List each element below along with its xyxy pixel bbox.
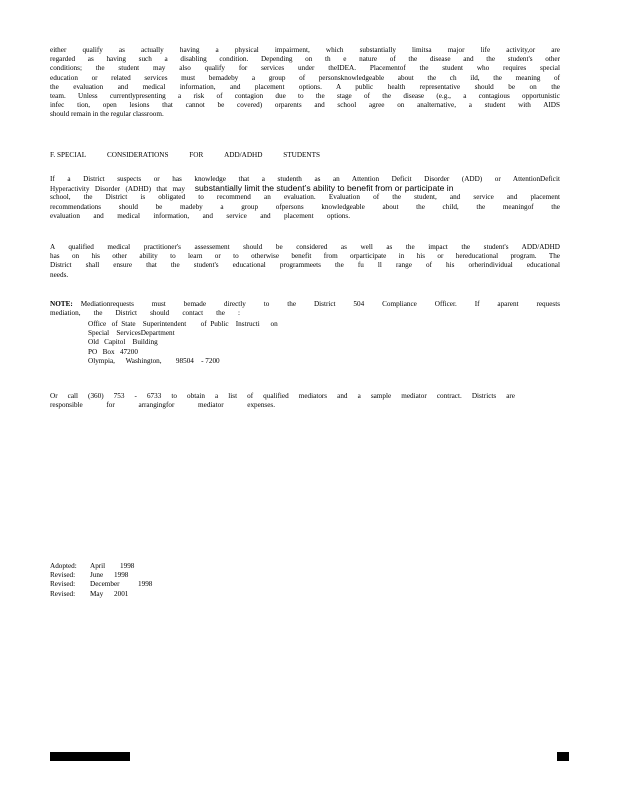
add-adhd-paragraph xyxy=(50,175,560,221)
heading-word: ADD/ADHD xyxy=(224,151,263,159)
text-line-large: substantially limit the student’s ability to benefit from or participate in xyxy=(194,183,454,194)
note-text: Mediationrequests must bemade directly to the District 504 Compliance Officer. If aparent requests xyxy=(80,300,560,308)
heading-word: CONSIDERATIONS xyxy=(106,151,169,159)
heading-word: FOR xyxy=(189,151,204,159)
footer-bar-left xyxy=(50,752,130,761)
text-line: school, the District is obligated to recommend an evaluation. Evaluation of the student, and service and placement xyxy=(50,193,560,202)
address-line: Old Capitol Building xyxy=(88,338,158,347)
aids-paragraph xyxy=(50,46,560,120)
text-line: needs. xyxy=(50,270,69,279)
text-line-start: Hyperactivity Disorder (ADHD) that may xyxy=(50,185,185,194)
address-line: PO Box 47200 xyxy=(88,347,138,356)
history-month: May xyxy=(90,589,104,598)
history-year: 2001 xyxy=(114,589,129,598)
text-line: responsible for arrangingfor mediator expenses. xyxy=(50,401,275,410)
text-line: the evaluation and medical information, and placement options. A public health representative should be on the xyxy=(50,82,560,91)
heading-word: STUDENTS xyxy=(283,151,320,159)
history-year: 1998 xyxy=(138,580,153,589)
text-line: recommendations should be madeby a group ofpersons knowledgeable about the child, the meaningof the xyxy=(50,202,560,211)
note-paragraph xyxy=(50,300,560,318)
text-line: mediation, the District should contact the : xyxy=(50,309,240,318)
history-label: Adopted: xyxy=(50,562,77,570)
address-line: Office of State Superintendent of Public Instructi on xyxy=(88,320,278,328)
text-line: If a District suspects or has knowledge that a studenth as an Attention Deficit Disorder (ADD) or AttentionDeficit xyxy=(50,175,560,183)
adoption-history xyxy=(50,562,152,599)
history-row xyxy=(50,590,152,599)
text-line: either qualify as actually having a physical impairment, which substantially limitsa major life activity,or are xyxy=(50,46,560,54)
text-line: infec tion, open lesions that cannot be covered) orparents and school agree on analternative, a student with AIDS xyxy=(50,101,560,110)
mediators-paragraph xyxy=(50,392,560,410)
note-label: NOTE: xyxy=(50,300,73,308)
text-line: Or call (360) 753 - 6733 to obtain a list of qualified mediators and a sample mediator contract. Districts are xyxy=(50,392,515,400)
text-line: A qualified medical practitioner's assessement should be considered as well as the impact the student's ADD/ADHD xyxy=(50,243,560,251)
history-row xyxy=(50,571,152,580)
text-line: regarded as having such a disabling condition. Depending on th e nature of the disease and the student's other xyxy=(50,55,560,64)
history-label: Revised: xyxy=(50,589,76,598)
text-line: evaluation and medical information, and service and placement options. xyxy=(50,211,350,220)
text-line: District shall ensure that the student's educational programmeets the fu ll range of his orherindividual educational xyxy=(50,261,560,270)
history-label: Revised: xyxy=(50,580,76,589)
text-line-note xyxy=(50,300,560,309)
address-line: Olympia, Washington, 98504 - 7200 xyxy=(88,356,220,365)
history-label: Revised: xyxy=(50,571,76,580)
text-line: should remain in the regular classroom. xyxy=(50,110,164,119)
history-month: June xyxy=(90,571,104,580)
address-line: Special ServicesDepartment xyxy=(88,329,175,338)
text-line: has on his other ability to learn or to otherwise benefit from orparticipate in his or hereducational program. The xyxy=(50,252,560,261)
text-line: team. Unless currentlypresenting a risk of contagion due to the stage of the disease (e.g., a contagious opportunistic xyxy=(50,91,560,100)
text-line-mixed xyxy=(50,184,560,193)
text-line: conditions; the student may also qualify for services under theIDEA. Placementof the student who requires special xyxy=(50,64,560,73)
history-month: April xyxy=(90,562,106,570)
section-heading-f xyxy=(50,151,320,160)
history-row xyxy=(50,562,152,571)
address-block xyxy=(88,320,278,366)
assessment-paragraph xyxy=(50,243,560,280)
history-year: 1998 xyxy=(120,562,135,570)
footer-bar-right xyxy=(557,752,569,761)
history-year: 1998 xyxy=(114,571,129,580)
history-month: December xyxy=(90,580,120,589)
heading-word: F. SPECIAL xyxy=(50,151,87,159)
text-line: education or related services must bemadeby a group of personsknowledgeable about the ch ild, the meaning of xyxy=(50,73,560,82)
history-row xyxy=(50,580,152,589)
